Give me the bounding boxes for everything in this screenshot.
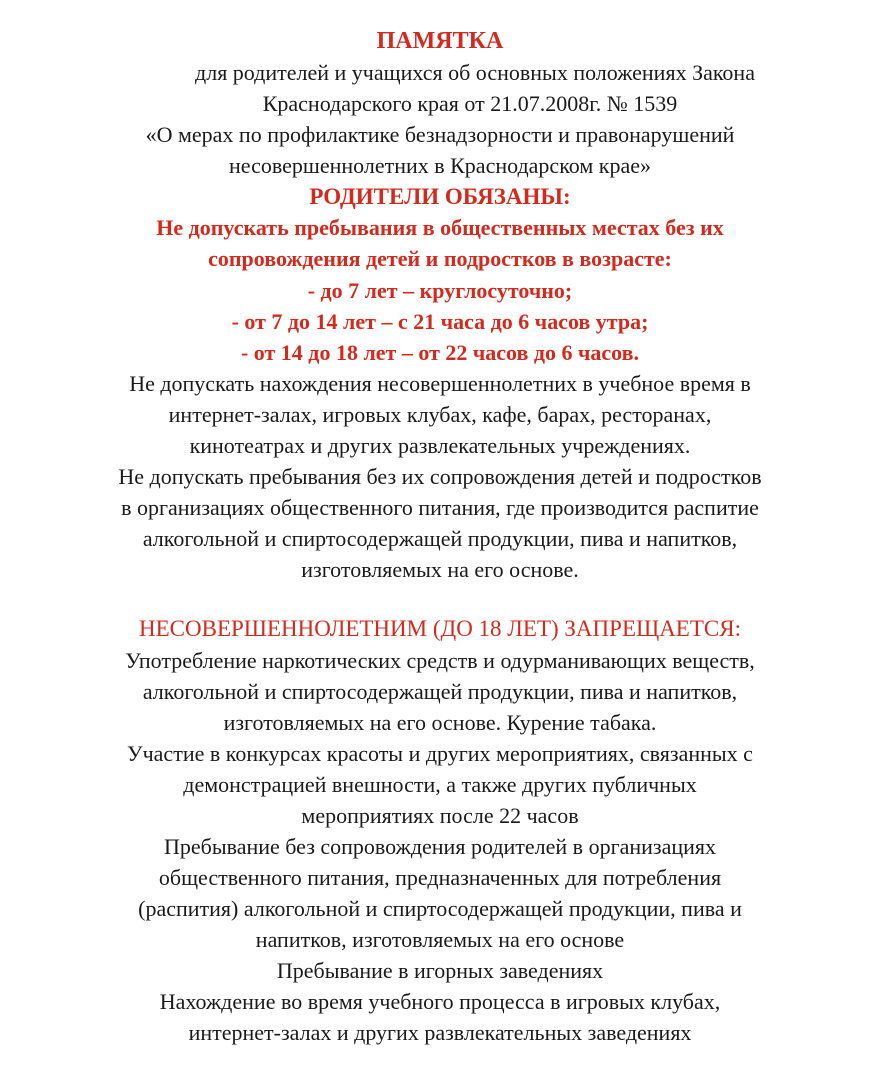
- parents-paragraph-1-line-1: Не допускать нахождения несовершеннолетних в учебное время в: [129, 371, 751, 396]
- minors-paragraph-2-line-1: Участие в конкурсах красоты и других мероприятиях, связанных с: [127, 741, 753, 766]
- age-rule-7-to-14: - от 7 до 14 лет – с 21 часа до 6 часов утра;: [231, 309, 649, 334]
- parents-intro-line-2: сопровождения детей и подростков в возрасте:: [208, 246, 672, 271]
- minors-paragraph-4-line-1: Пребывание в игорных заведениях: [276, 958, 604, 983]
- minors-paragraph-5-line-2: интернет-залах и других развлекательных заведениях: [188, 1020, 692, 1045]
- parents-paragraph-2-line-2: в организациях общественного питания, где производится распитие: [121, 495, 759, 520]
- minors-paragraph-3-line-3: (распития) алкогольной и спиртосодержащей продукции, пива и: [138, 896, 742, 921]
- memo-subtitle-line-4: несовершеннолетних в Краснодарском крае»: [229, 153, 651, 178]
- memo-subtitle-line-1: для родителей и учащихся об основных положениях Закона: [195, 60, 755, 85]
- minors-paragraph-3-line-2: общественного питания, предназначенных для потребления: [158, 865, 722, 890]
- minors-paragraph-2-line-2: демонстрацией внешности, а также других публичных: [183, 772, 697, 797]
- parents-intro-line-1: Не допускать пребывания в общественных местах без их: [156, 215, 724, 240]
- age-rule-14-to-18: - от 14 до 18 лет – от 22 часов до 6 часов.: [240, 340, 640, 365]
- parents-paragraph-2-line-1: Не допускать пребывания без их сопровождения детей и подростков: [118, 464, 762, 489]
- parents-paragraph-2-line-3: алкогольной и спиртосодержащей продукции, пива и напитков,: [142, 526, 738, 551]
- memo-subtitle-line-2: Краснодарского края от 21.07.2008г. № 1539: [262, 91, 678, 116]
- parents-paragraph-2-line-4: изготовляемых на его основе.: [301, 557, 579, 582]
- memo-title: ПАМЯТКА: [376, 28, 504, 54]
- minors-paragraph-2-line-3: мероприятиях после 22 часов: [301, 803, 579, 828]
- memo-subtitle-line-3: «О мерах по профилактике безнадзорности и правонарушений: [145, 122, 735, 147]
- minors-paragraph-1-line-3: изготовляемых на его основе. Курение табака.: [223, 710, 657, 735]
- minors-heading: НЕСОВЕРШЕННОЛЕТНИМ (ДО 18 ЛЕТ) ЗАПРЕЩАЕТСЯ:: [139, 616, 741, 641]
- parents-heading: РОДИТЕЛИ ОБЯЗАНЫ:: [309, 184, 571, 209]
- age-rule-under-7: - до 7 лет – круглосуточно;: [307, 278, 573, 303]
- minors-paragraph-5-line-1: Нахождение во время учебного процесса в игровых клубах,: [159, 989, 721, 1014]
- minors-paragraph-3-line-1: Пребывание без сопровождения родителей в организациях: [163, 834, 717, 859]
- minors-paragraph-1-line-1: Употребление наркотических средств и одурманивающих веществ,: [125, 648, 755, 673]
- minors-paragraph-1-line-2: алкогольной и спиртосодержащей продукции, пива и напитков,: [142, 679, 738, 704]
- parents-paragraph-1-line-3: кинотеатрах и других развлекательных учреждениях.: [189, 433, 691, 458]
- parents-paragraph-1-line-2: интернет-залах, игровых клубах, кафе, барах, ресторанах,: [168, 402, 712, 427]
- minors-paragraph-3-line-4: напитков, изготовляемых на его основе: [255, 927, 625, 952]
